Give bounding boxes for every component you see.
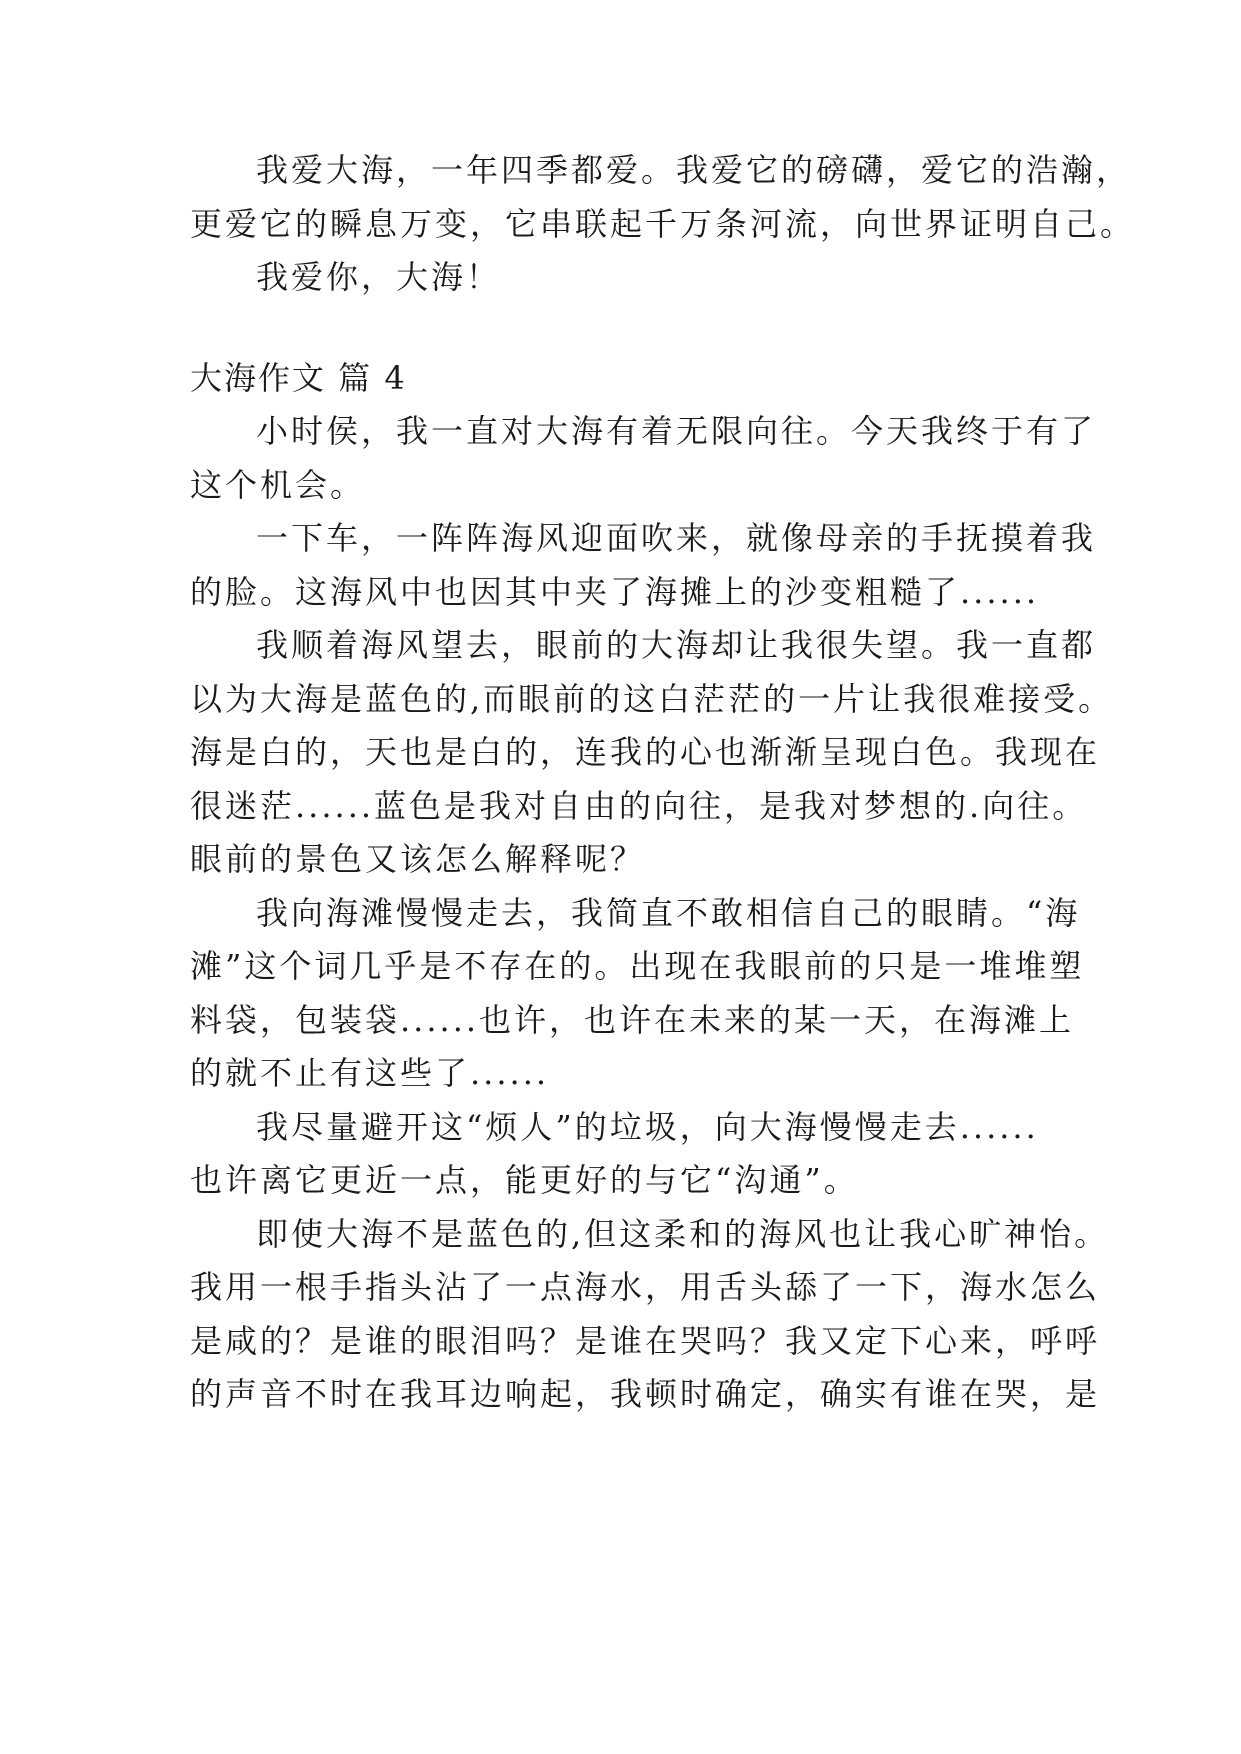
paragraph-line: 我爱大海，一年四季都爱。我爱它的磅礴，爱它的浩瀚， — [256, 151, 1132, 189]
paragraph-line: 很迷茫......蓝色是我对自由的向往，是我对梦想的.向往。 — [190, 787, 1088, 825]
paragraph-line: 我尽量避开这“烦人”的垃圾，向大海慢慢走去...... — [256, 1108, 1039, 1146]
paragraph-line: 这个机会。 — [190, 466, 366, 504]
paragraph-line: 我向海滩慢慢走去，我简直不敢相信自己的眼睛。“海 — [256, 894, 1081, 932]
paragraph-line: 我爱你，大海！ — [256, 258, 502, 296]
paragraph-line: 的声音不时在我耳边响起，我顿时确定，确实有谁在哭，是 — [190, 1375, 1101, 1413]
paragraph-line: 我顺着海风望去，眼前的大海却让我很失望。我一直都 — [256, 626, 1097, 664]
paragraph-line: 更爱它的瞬息万变，它串联起千万条河流，向世界证明自己。 — [190, 205, 1136, 243]
paragraph-line: 滩”这个词几乎是不存在的。出现在我眼前的只是一堆堆塑 — [190, 947, 1085, 985]
paragraph-line: 也许离它更近一点，能更好的与它“沟通”。 — [190, 1161, 859, 1199]
paragraph-line: 是咸的？是谁的眼泪吗？是谁在哭吗？我又定下心来，呼呼 — [190, 1322, 1101, 1360]
paragraph-line: 眼前的景色又该怎么解释呢？ — [190, 840, 646, 878]
paragraph-line: 料袋，包装袋......也许，也许在未来的某一天，在海滩上 — [190, 1001, 1075, 1039]
paragraph-line: 的就不止有这些了...... — [190, 1054, 550, 1092]
paragraph-line: 小时侯，我一直对大海有着无限向往。今天我终于有了 — [256, 412, 1097, 450]
paragraph-line: 一下车，一阵阵海风迎面吹来，就像母亲的手抚摸着我 — [256, 519, 1097, 557]
paragraph-line: 我用一根手指头沾了一点海水，用舌头舔了一下，海水怎么 — [190, 1268, 1101, 1306]
paragraph-line: 海是白的，天也是白的，连我的心也渐渐呈现白色。我现在 — [190, 733, 1101, 771]
paragraph-line: 的脸。这海风中也因其中夹了海摊上的沙变粗糙了...... — [190, 573, 1040, 611]
section-heading: 大海作文 篇 4 — [190, 359, 407, 397]
paragraph-line: 即使大海不是蓝色的,但这柔和的海风也让我心旷神怡。 — [256, 1215, 1110, 1253]
paragraph-line: 以为大海是蓝色的,而眼前的这白茫茫的一片让我很难接受。 — [190, 680, 1114, 718]
